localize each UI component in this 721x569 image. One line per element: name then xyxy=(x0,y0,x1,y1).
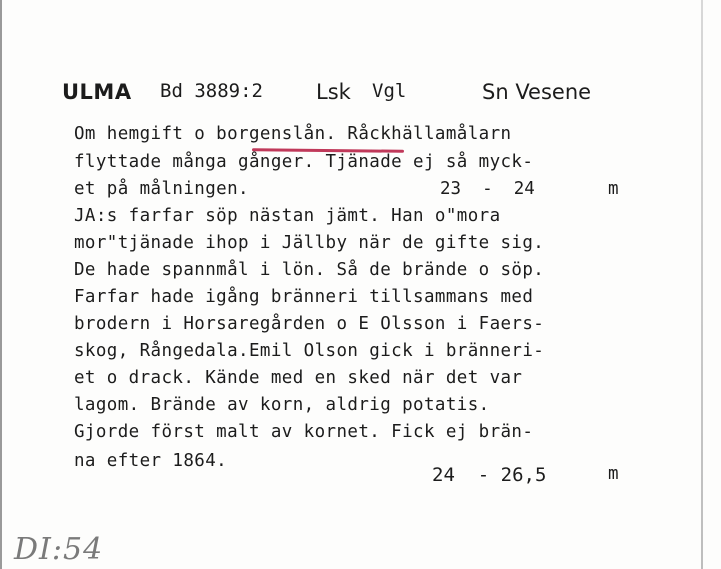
text-line-3: et på målningen. xyxy=(74,179,249,199)
measurement-unit-1: m xyxy=(608,179,619,199)
card-left-edge xyxy=(0,0,2,569)
measurement-range-2: 24 - 26,5 xyxy=(432,464,547,486)
text-line-5: mor"tjänade ihop i Jällby när de gifte sig. xyxy=(74,233,545,253)
district-label: Lsk xyxy=(316,80,351,104)
text-line-11: lagom. Brände av korn, aldrig potatis. xyxy=(74,395,490,415)
archive-label: ULMA xyxy=(62,80,132,104)
text-line-6: De hade spannmål i lön. Så de brände o söp. xyxy=(74,260,545,280)
text-line-10: et o drack. Kände med en sked när det var xyxy=(74,368,523,388)
parish-label: Sn Vesene xyxy=(482,80,592,104)
text-line-4: JA:s farfar söp nästan jämt. Han o"mora xyxy=(74,206,501,226)
text-line-9: skog, Rångedala.Emil Olson gick i bränneri- xyxy=(74,341,545,361)
text-line-2: flyttade många gånger. Tjänade ej så myck- xyxy=(74,152,534,172)
text-line-13: na efter 1864. xyxy=(74,451,228,471)
measurement-unit-2: m xyxy=(608,464,619,484)
text-line-7: Farfar hade igång bränneri tillsammans med xyxy=(74,287,534,307)
handwritten-signature: DI:54 xyxy=(14,532,104,567)
card-right-edge xyxy=(701,0,703,569)
measurement-range-1: 23 - 24 xyxy=(440,179,535,199)
text-line-8: brodern i Horsaregården o E Olsson i Faers- xyxy=(74,314,545,334)
text-line-1: Om hemgift o borgenslån. Råckhällamålarn xyxy=(74,124,512,144)
county-label: Vgl xyxy=(372,80,407,102)
text-line-12: Gjorde först malt av kornet. Fick ej brän- xyxy=(74,422,534,442)
record-number: Bd 3889:2 xyxy=(160,80,263,102)
